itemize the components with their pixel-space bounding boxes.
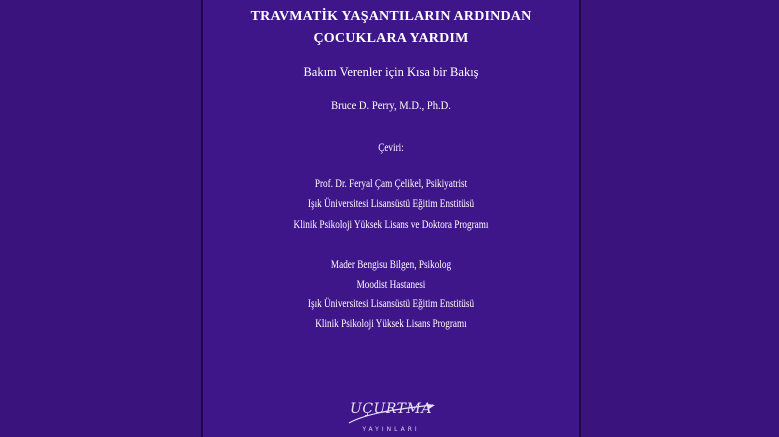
translator-1-name: Prof. Dr. Feryal Çam Çelikel, Psikiyatrist	[314, 178, 468, 190]
book-author: Bruce D. Perry, M.D., Ph.D.	[331, 98, 451, 112]
translation-label: Çeviri:	[378, 142, 404, 154]
translator-2-program: Klinik Psikoloji Yüksek Lisans Programı	[315, 318, 467, 330]
publisher-logo	[203, 401, 579, 435]
page-right-edge	[579, 0, 581, 437]
book-title-page	[203, 0, 579, 437]
translator-2-affiliation: Işık Üniversitesi Lisansüstü Eğitim Enstitüsü	[307, 298, 475, 310]
publisher-logo-subtext: YAYINLARI	[362, 426, 420, 433]
book-title-line-1: TRAVMATİK YAŞANTILARIN ARDINDAN	[250, 9, 532, 24]
book-title-line-2: ÇOCUKLARA YARDIM	[313, 31, 469, 46]
translator-1-program: Klinik Psikoloji Yüksek Lisans ve Doktora Programı	[293, 219, 489, 231]
translator-2-hospital: Moodist Hastanesi	[356, 279, 426, 291]
left-margin	[0, 0, 201, 437]
book-subtitle: Bakım Verenler için Kısa bir Bakış	[303, 65, 479, 79]
translator-1-affiliation: Işık Üniversitesi Lisansüstü Eğitim Enstitüsü	[307, 198, 475, 210]
translator-2-name: Mader Bengisu Bilgen, Psikolog	[330, 259, 452, 271]
right-margin	[581, 0, 779, 437]
publisher-logo-text: UÇURTMA	[350, 401, 432, 417]
